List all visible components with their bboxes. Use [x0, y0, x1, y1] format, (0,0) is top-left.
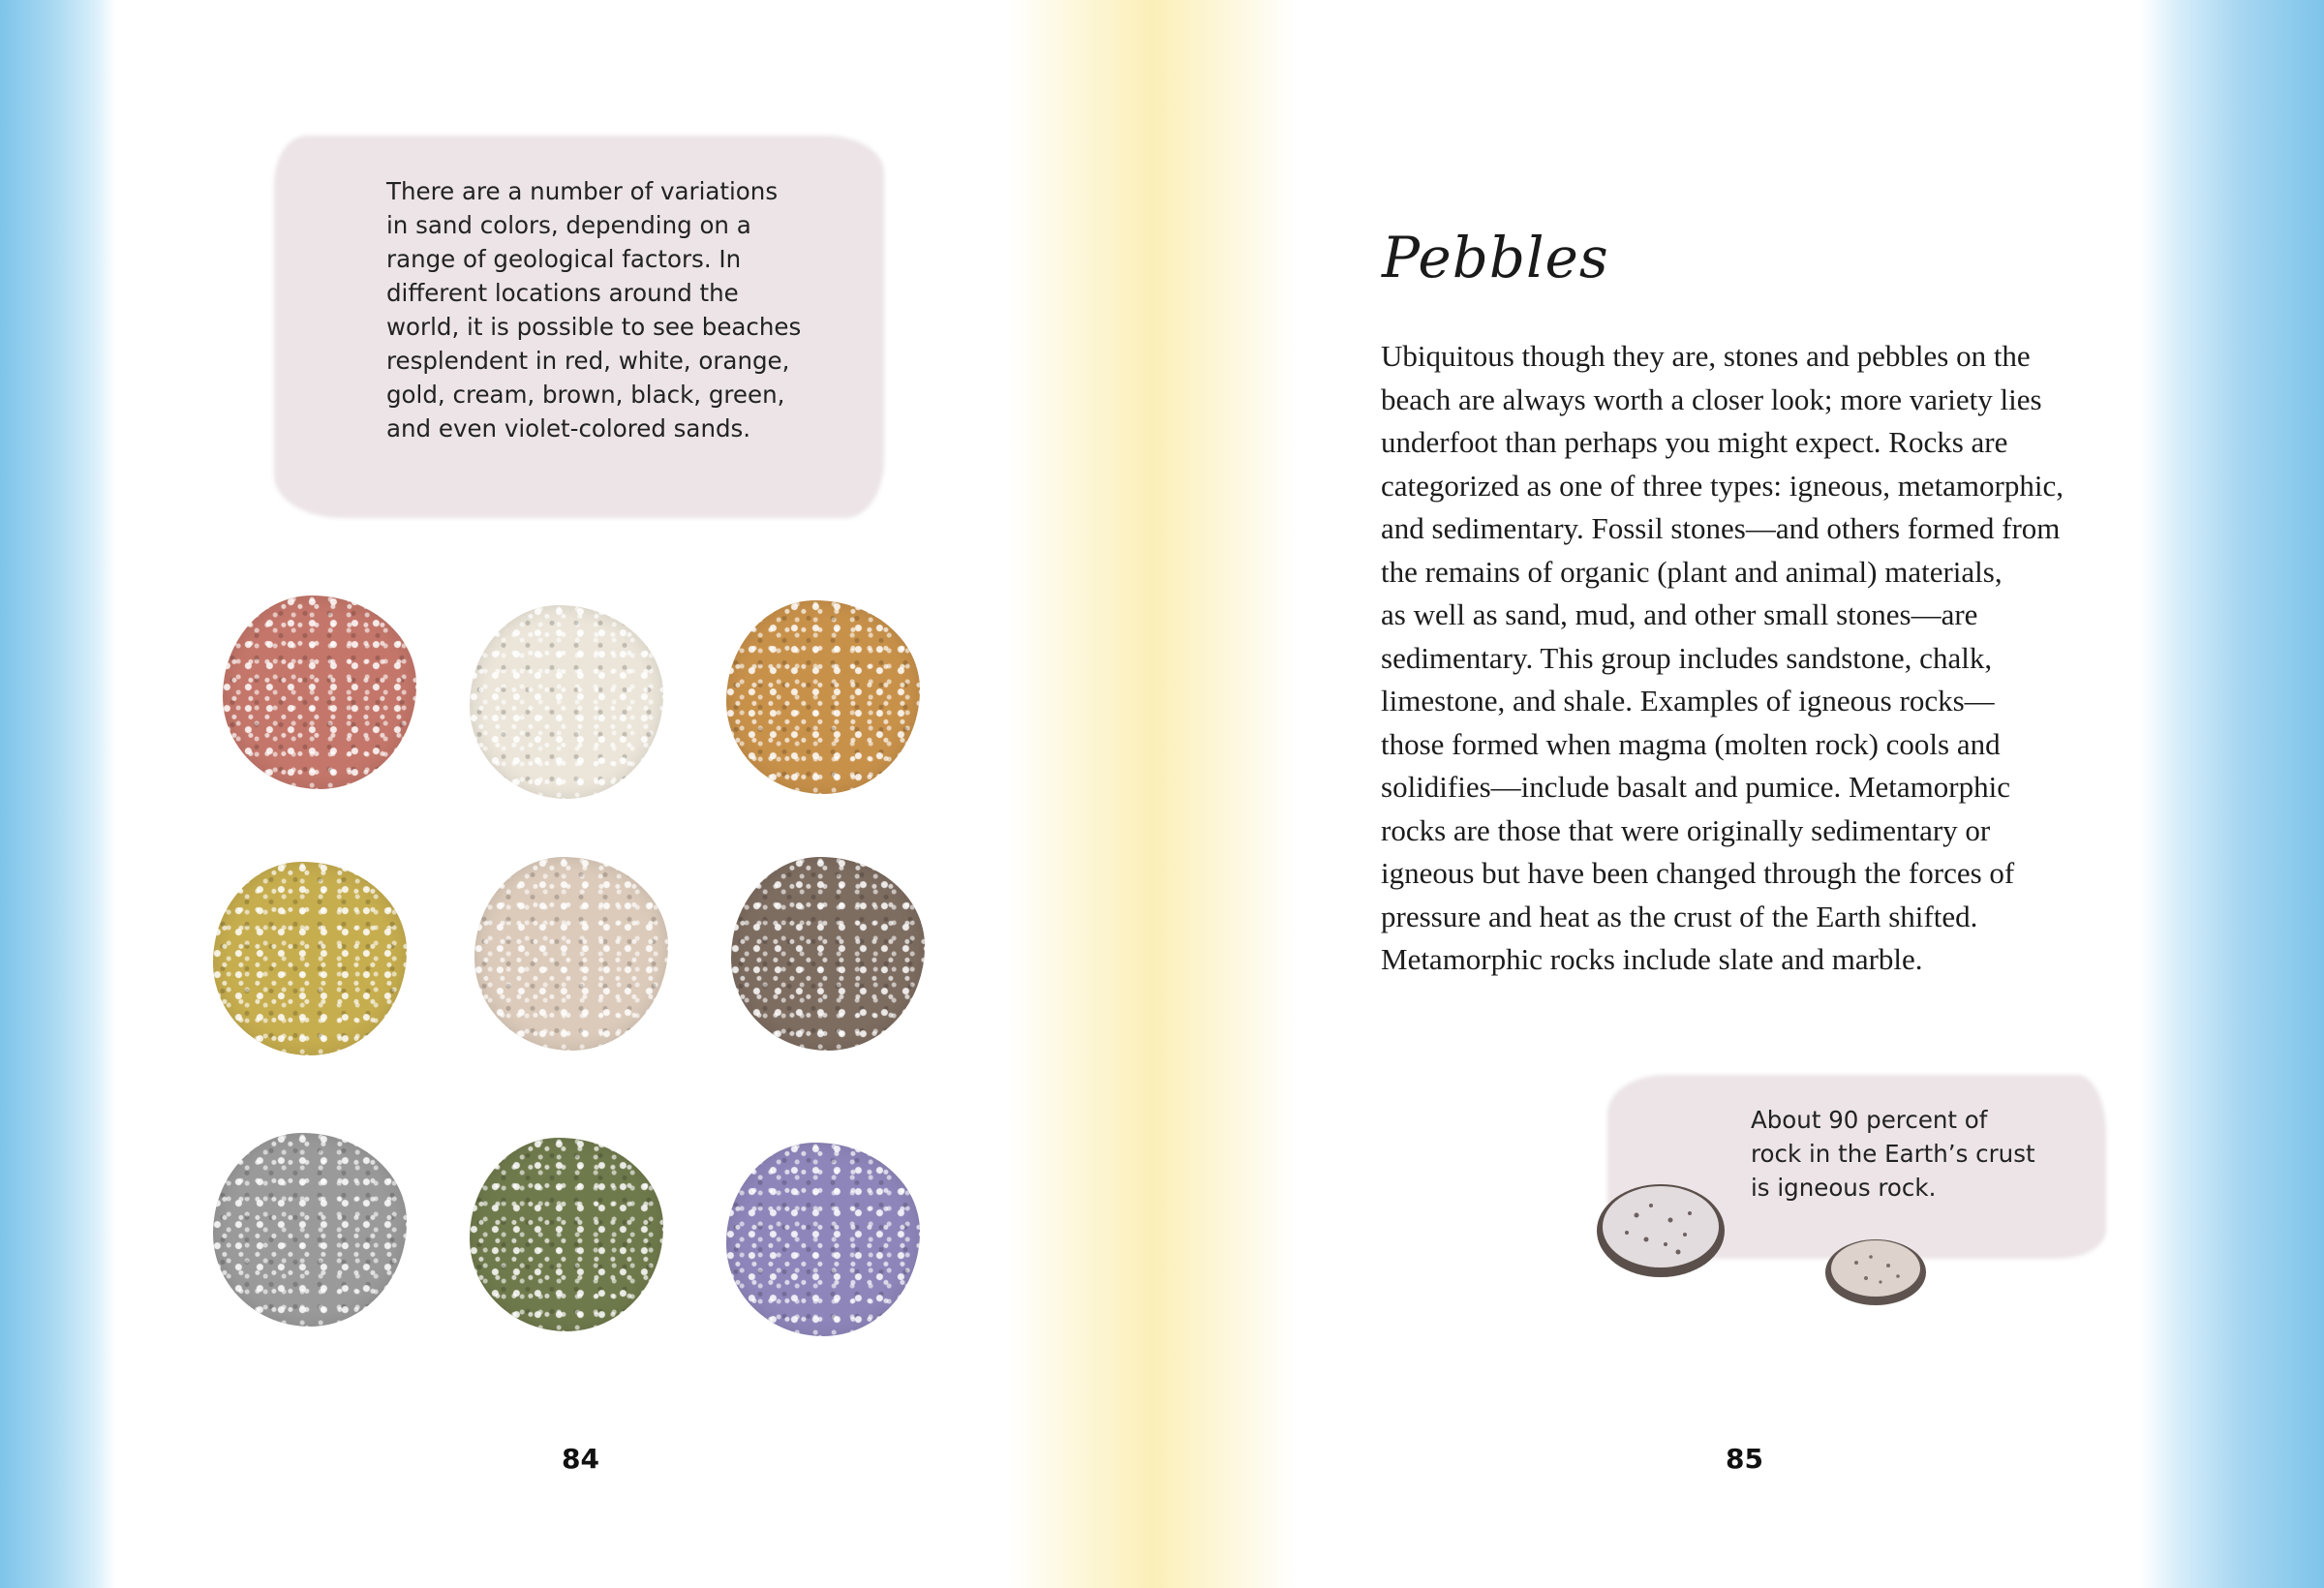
- sand-swatch-gold: [213, 862, 407, 1055]
- small-pebble-illustration: [1822, 1232, 1929, 1309]
- sand-swatch-orange: [726, 600, 920, 794]
- sand-swatch-grid: [203, 596, 968, 1370]
- left-watercolor-edge: [0, 0, 116, 1588]
- sand-swatch-violet: [726, 1143, 920, 1336]
- page-title: Pebbles: [1382, 225, 1609, 290]
- sand-swatch-green: [470, 1138, 663, 1331]
- book-spine-gutter: [1007, 0, 1298, 1588]
- sand-swatch-black: [213, 1133, 407, 1327]
- page-number-right: 85: [1726, 1443, 1763, 1475]
- sand-swatch-cream: [474, 857, 668, 1051]
- sand-swatch-red: [223, 596, 416, 789]
- igneous-rock-callout: About 90 percent of rock in the Earth’s crust is igneous rock.: [1751, 1106, 2035, 1202]
- body-paragraph: Ubiquitous though they are, stones and pebbles on the beach are always worth a closer look; more variety lies underfoot than perhaps you might expect. Rocks are categorized as one of three types: igneous, metamorphic, and sedimentary. Fossil stones—and others formed from the remains of organic (plant and animal) materials, as well as sand, mud, and other small stones—are sedimentary. This group includes sandstone, chalk, limestone, and shale. Examples of igneous rocks— those formed when magma (molten rock) cools and solidifies—include basalt and pumice. Metamorphic rocks are those that were originally sedimentary or igneous but have been changed through the forces of pressure and heat as the crust of the Earth shifted. Metamorphic rocks include slate and marble.: [1381, 339, 2064, 976]
- sand-colors-callout: There are a number of variations in sand colors, depending on a range of geological factors. In different locations around the world, it is possible to see beaches resplendent in red, white, orange, gold, cream, brown, black, green, and even violet-colored sands.: [386, 177, 802, 443]
- page-number-left: 84: [562, 1443, 599, 1475]
- sand-swatch-brown: [731, 857, 925, 1051]
- sand-swatch-white: [470, 605, 663, 799]
- large-pebble-illustration: [1593, 1176, 1728, 1283]
- right-watercolor-edge: [2140, 0, 2324, 1588]
